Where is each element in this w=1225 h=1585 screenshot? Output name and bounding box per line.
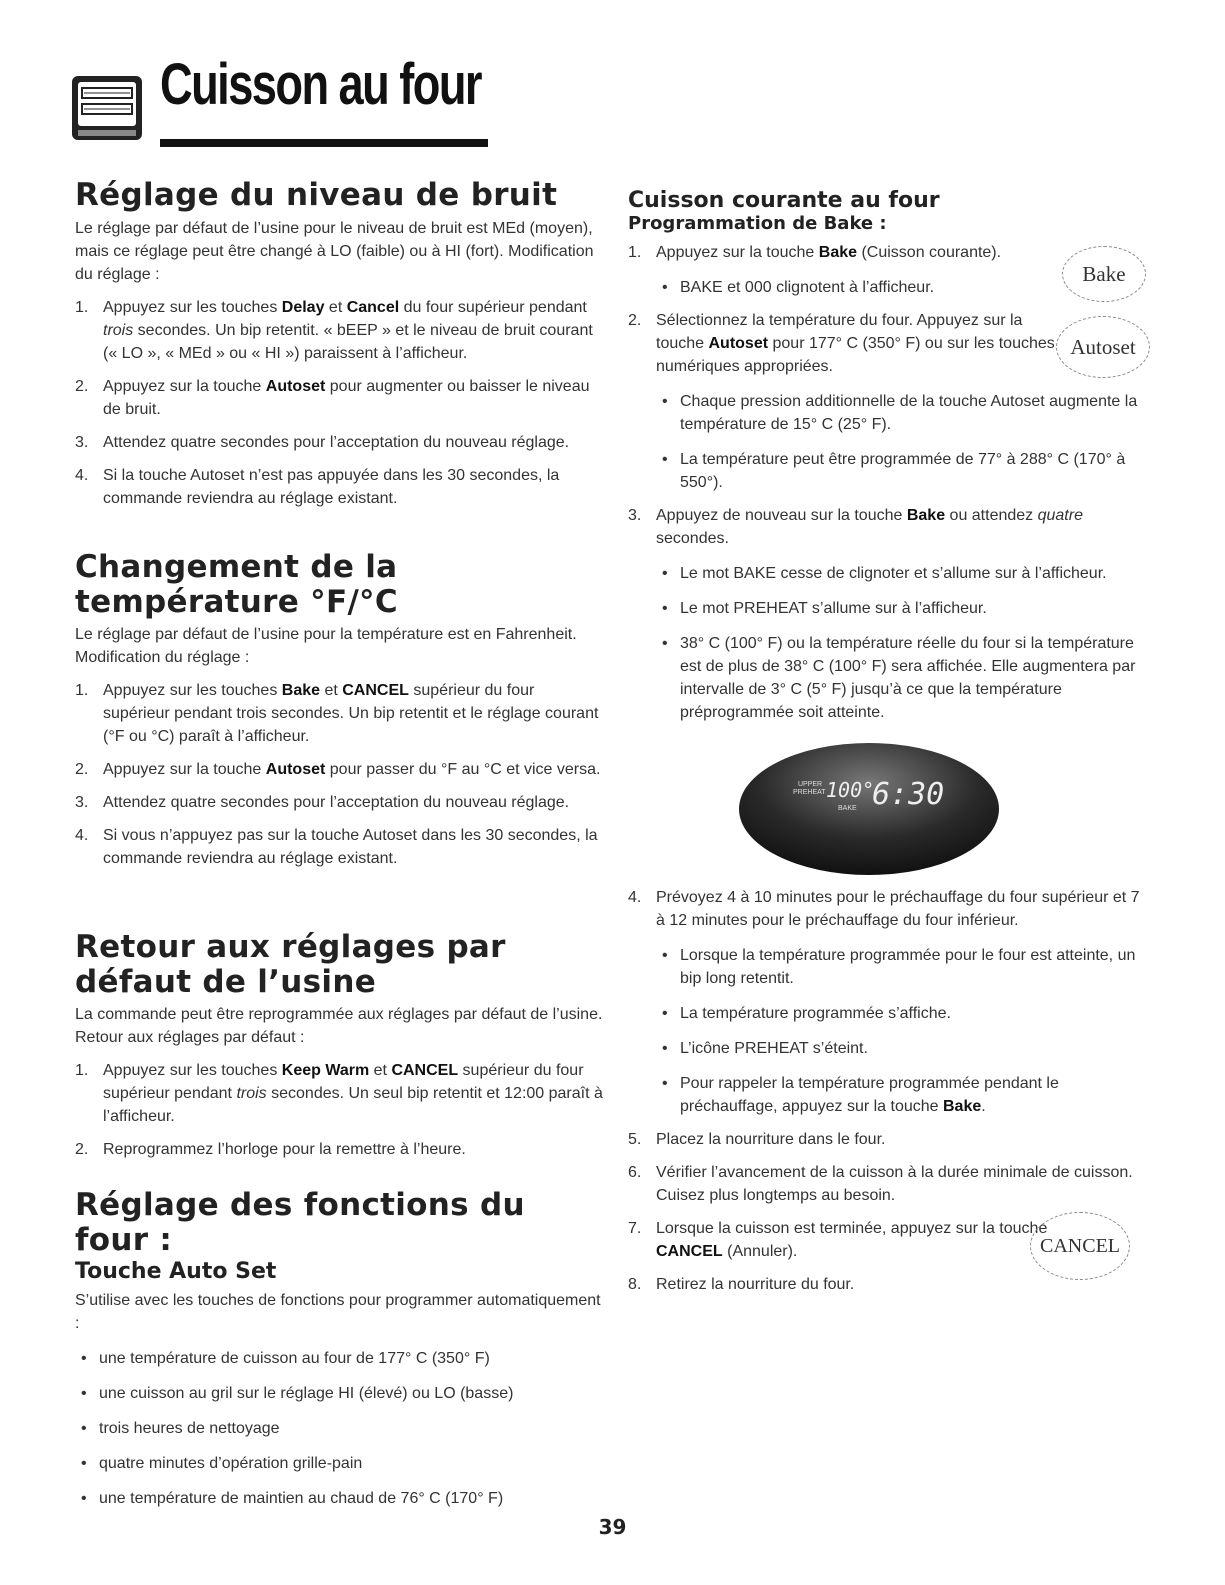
list-item: 4. Si la touche Autoset n’est pas appuyée dans les 30 secondes, la commande reviendra au réglage existant. [75,466,560,507]
display-upper-label: UPPER [798,781,823,788]
list-item: • Le mot BAKE cesse de clignoter et s’allume sur à l’afficheur. [662,564,1107,582]
page-title: Cuisson au four [160,52,481,117]
list-item: • La température peut être programmée de 77° à 288° C (170° à 550°). [662,450,1126,491]
list-item: 2. Reprogrammez l’horloge pour la remettre à l’heure. [75,1141,466,1159]
autoset-subheading: Touche Auto Set [75,1259,277,1285]
list-item: 1. Appuyez sur les touches Keep Warm et CANCEL supérieur du four supérieur pendant trois secondes. Un seul bip retentit et 12:00 paraît à l’afficheur. [75,1062,603,1126]
list-item: • une température de maintien au chaud de 76° C (170° F) [81,1489,504,1507]
bake-heading: Cuisson courante au four [628,188,940,213]
list-item: • Le mot PREHEAT s’allume sur à l’afficheur. [662,599,987,617]
list-item: 1. Appuyez sur les touches Delay et Cancel du four supérieur pendant trois secondes. Un bip retentit. « bEEP » et le niveau de bruit courant (« LO », « MEd » ou « HI ») paraissent à l’afficheur. [75,298,593,362]
list-item: • Pour rappeler la température programmée pendant le préchauffage, appuyez sur la touche Bake. [662,1075,1059,1115]
functions-heading: Réglage des fonctions du four : [75,1187,525,1258]
list-item: • quatre minutes d’opération grille-pain [81,1454,363,1472]
reset-intro: La commande peut être reprogrammée aux réglages par défaut de l’usine. Retour aux réglages par défaut : [75,1006,603,1047]
list-item: 5. Placez la nourriture dans le four. [628,1131,886,1148]
list-item: 4. Prévoyez 4 à 10 minutes pour le préchauffage du four supérieur et 7 à 12 minutes pour le préchauffage du four inférieur. [628,889,1140,929]
temp-heading: Changement de la température °F/°C [75,549,398,620]
cancel-button-illustration: CANCEL [1030,1212,1130,1280]
bake-subheading: Programmation de Bake : [628,213,887,235]
list-item: 3. Attendez quatre secondes pour l’acceptation du nouveau réglage. [75,794,570,812]
title-underline [160,139,488,147]
reset-heading: Retour aux réglages par défaut de l’usine [75,929,506,1000]
list-item: • L’icône PREHEAT s’éteint. [662,1040,868,1057]
list-item: • La température programmée s’affiche. [662,1005,951,1022]
oven-display [738,742,1000,877]
oven-icon [70,74,148,146]
list-item: 7. Lorsque la cuisson est terminée, appuyez sur la touche CANCEL (Annuler). [628,1220,1048,1260]
list-item: • une température de cuisson au four de 177° C (350° F) [81,1349,490,1367]
bake-button-illustration: Bake [1062,246,1146,302]
functions-intro: S’utilise avec les touches de fonctions pour programmer automatiquement : [75,1291,601,1332]
list-item: • Lorsque la température programmée pour le four est atteinte, un bip long retentit. [662,947,1136,987]
list-item: 4. Si vous n’appuyez pas sur la touche Autoset dans les 30 secondes, la commande reviendra au réglage existant. [75,827,598,868]
list-item: • Chaque pression additionnelle de la touche Autoset augmente la température de 15° C (25° F). [662,392,1138,433]
list-item: • BAKE et 000 clignotent à l’afficheur. [662,278,935,296]
autoset-button-illustration: Autoset [1056,316,1150,378]
list-item: 2. Sélectionnez la température du four. Appuyez sur la touche Autoset pour 177° C (350° F) ou sur les touches numériques appropriées. [628,311,1055,375]
list-item: 2. Appuyez sur la touche Autoset pour passer du °F au °C et vice versa. [75,761,601,779]
list-item: 2. Appuyez sur la touche Autoset pour augmenter ou baisser le niveau de bruit. [75,377,590,418]
list-item: 3. Appuyez de nouveau sur la touche Bake ou attendez quatre secondes. [628,506,1083,547]
list-item: • trois heures de nettoyage [81,1419,280,1437]
list-item: 1. Appuyez sur la touche Bake (Cuisson courante). [628,243,1002,261]
list-item: 1. Appuyez sur les touches Bake et CANCEL supérieur du four supérieur pendant trois secondes. Un bip retentit et le réglage courant (°F ou °C) paraît à l’afficheur. [75,682,599,746]
list-item: • une cuisson au gril sur le réglage HI (élevé) ou LO (basse) [81,1384,514,1402]
noise-heading: Réglage du niveau de bruit [75,177,558,213]
list-item: 3. Attendez quatre secondes pour l’acceptation du nouveau réglage. [75,433,570,451]
list-item: • 38° C (100° F) ou la température réelle du four si la température est de plus de 38° C (100° F) sera affichée. Elle augmentera par intervalle de 3° C (5° F) jusqu’à ce que la température préprogrammée soit atteinte. [662,634,1136,721]
noise-intro: Le réglage par défaut de l’usine pour le niveau de bruit est MEd (moyen), mais ce réglage peut être changé à LO (faible) ou à HI (fort). Modification du réglage : [75,219,594,283]
list-item: 8. Retirez la nourriture du four. [628,1276,855,1293]
list-item: 6. Vérifier l’avancement de la cuisson à la durée minimale de cuisson. Cuisez plus longtemps au besoin. [628,1164,1133,1204]
display-temperature: 100° [826,778,875,802]
page-number: 39 [598,1515,627,1539]
temp-intro: Le réglage par défaut de l’usine pour la température est en Fahrenheit. Modification du réglage : [75,626,577,667]
display-preheat-label: PREHEAT [793,789,826,796]
display-bake-label: BAKE [838,805,857,812]
display-time: 6:30 [872,777,945,812]
